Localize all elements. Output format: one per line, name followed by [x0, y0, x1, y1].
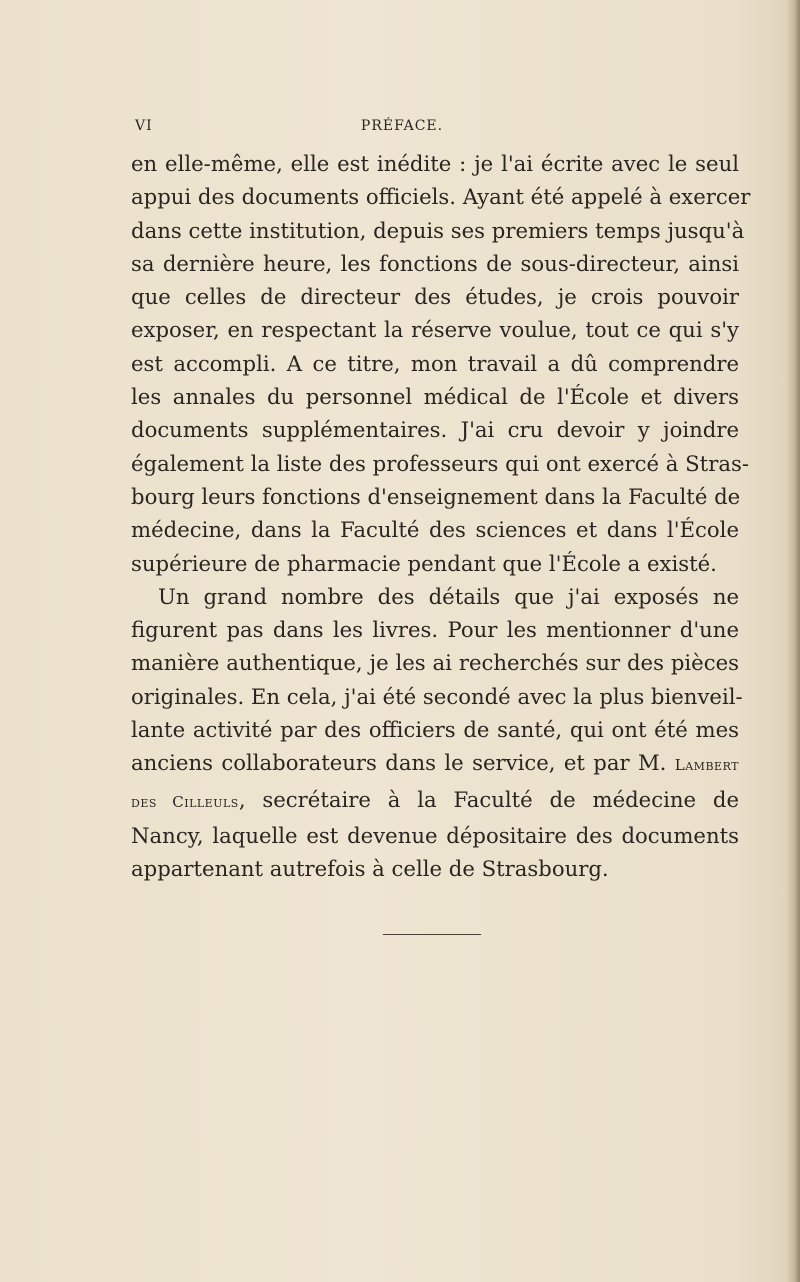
section-divider-rule — [383, 934, 481, 935]
page-edge-shadow — [786, 0, 800, 1282]
text-line: dans cette institution, depuis ses premiers temps jusqu'à — [131, 217, 745, 243]
text-line: supérieure de pharmacie pendant que l'École a existé. — [131, 550, 717, 576]
running-header — [135, 118, 669, 138]
text-line: manière authentique, je les ai recherchés sur des pièces — [131, 650, 739, 676]
running-title: PRÉFACE. — [360, 118, 444, 134]
text-line: appartenant autrefois à celle de Strasbourg. — [131, 856, 609, 882]
text-line: appui des documents officiels. Ayant été appelé à exercer — [131, 184, 751, 210]
text-line: également la liste des professeurs qui ont exercé à Stras- — [131, 450, 749, 476]
text-segment: anciens collaborateurs dans le service, et par M. — [131, 750, 675, 776]
text-line — [131, 783, 739, 819]
person-name-des-cilleuls: des Cilleuls — [131, 792, 239, 811]
page-number: VI — [135, 118, 153, 134]
text-line: figurent pas dans les livres. Pour les mentionner d'une — [131, 617, 739, 643]
text-line: est accompli. A ce titre, mon travail a dû comprendre — [131, 350, 739, 376]
text-segment: , secrétaire à la Faculté de médecine de — [238, 786, 739, 812]
text-line: médecine, dans la Faculté des sciences et dans l'École — [131, 517, 739, 543]
text-line: Un grand nombre des détails que j'ai exposés ne — [158, 583, 739, 609]
text-line: Nancy, laquelle est devenue dépositaire des documents — [131, 822, 739, 848]
text-line: les annales du personnel médical de l'École et divers — [131, 384, 739, 410]
text-line: exposer, en respectant la réserve voulue, tout ce qui s'y — [131, 317, 739, 343]
text-line: sa dernière heure, les fonctions de sous-directeur, ainsi — [131, 250, 739, 276]
body-text — [131, 147, 751, 886]
person-name-lambert: Lambert — [674, 756, 739, 775]
text-line: que celles de directeur des études, je crois pouvoir — [131, 284, 739, 310]
text-line — [131, 746, 739, 782]
text-line: bourg leurs fonctions d'enseignement dans la Faculté de — [131, 483, 741, 509]
text-line: originales. En cela, j'ai été secondé avec la plus bienveil- — [131, 683, 743, 709]
text-line: documents supplémentaires. J'ai cru devoir y joindre — [131, 417, 739, 443]
text-line: en elle-même, elle est inédite : je l'ai écrite avec le seul — [131, 151, 739, 176]
text-line: lante activité par des officiers de santé, qui ont été mes — [131, 717, 739, 743]
